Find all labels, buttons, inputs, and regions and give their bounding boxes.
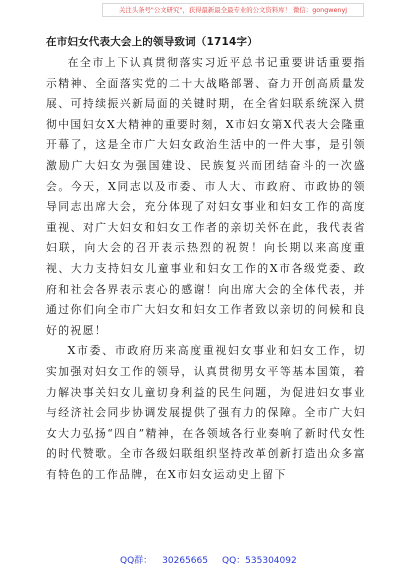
paragraph: X市委、市政府历来高度重视妇女事业和妇女工作，切实加强对妇女工作的领导，认真贯彻男女平等基本国策，着力解决事关妇女儿童切身利益的民生问题，为促进妇女事业与经济社会同步协调发展提供了强有力的保障。全市广大妇女大力弘扬“四自”精神，在各领域各行业奏响了新时代女性的时代赞歌。全市各级妇联组织坚持改革创新打造出众多富有特色的工作品牌，在X市妇女运动史上留下 xyxy=(46,344,366,481)
top-banner xyxy=(0,0,408,22)
document-page xyxy=(46,34,366,542)
footer-contact xyxy=(0,553,408,569)
qq-group-label: QQ群： xyxy=(120,556,153,566)
document-title: 在市妇女代表大会上的领导致词（1714字） xyxy=(46,36,258,48)
qq-contact xyxy=(222,553,297,566)
paragraph: 在全市上下认真贯彻落实习近平总书记重要讲话重要指示精神、全面落实党的二十大战略部署、奋力开创高质量发展、可持续振兴新局面的关键时期，在全省妇联系统深入贯彻中国妇女X大精神的重要时刻，X市妇女第X代表大会隆重开幕了，这是全市广大妇女政治生活中的一件大事，是引领激励广大妇女为强国建设、民族复兴而团结奋斗的一次盛会。今天，X同志以及市委、市人大、市政府、市政协的领导同志出席大会，充分体现了对妇女事业和妇女工作的高度重视、对广大妇女和妇女工作者的亲切关怀在此，我代表省妇联，向大会的召开表示热烈的祝贺！向长期以来高度重视、大力支持妇女儿童事业和妇女工作的X市各级党委、政府和社会各界表示衷心的感谢！向出席大会的全体代表，并通过你们向全市广大妇女和妇女工作者致以亲切的问候和良好的祝愿！ xyxy=(46,56,366,337)
qq-contact-label: QQ： xyxy=(222,556,246,566)
qq-group xyxy=(120,553,208,566)
qq-contact-number: 535304092 xyxy=(245,556,297,566)
banner-text: 关注头条号"公文研究"，获得最新最全最专业的公文资料库！ 微信：gongwenyj xyxy=(102,3,364,17)
qq-group-number: 30265665 xyxy=(162,556,208,566)
